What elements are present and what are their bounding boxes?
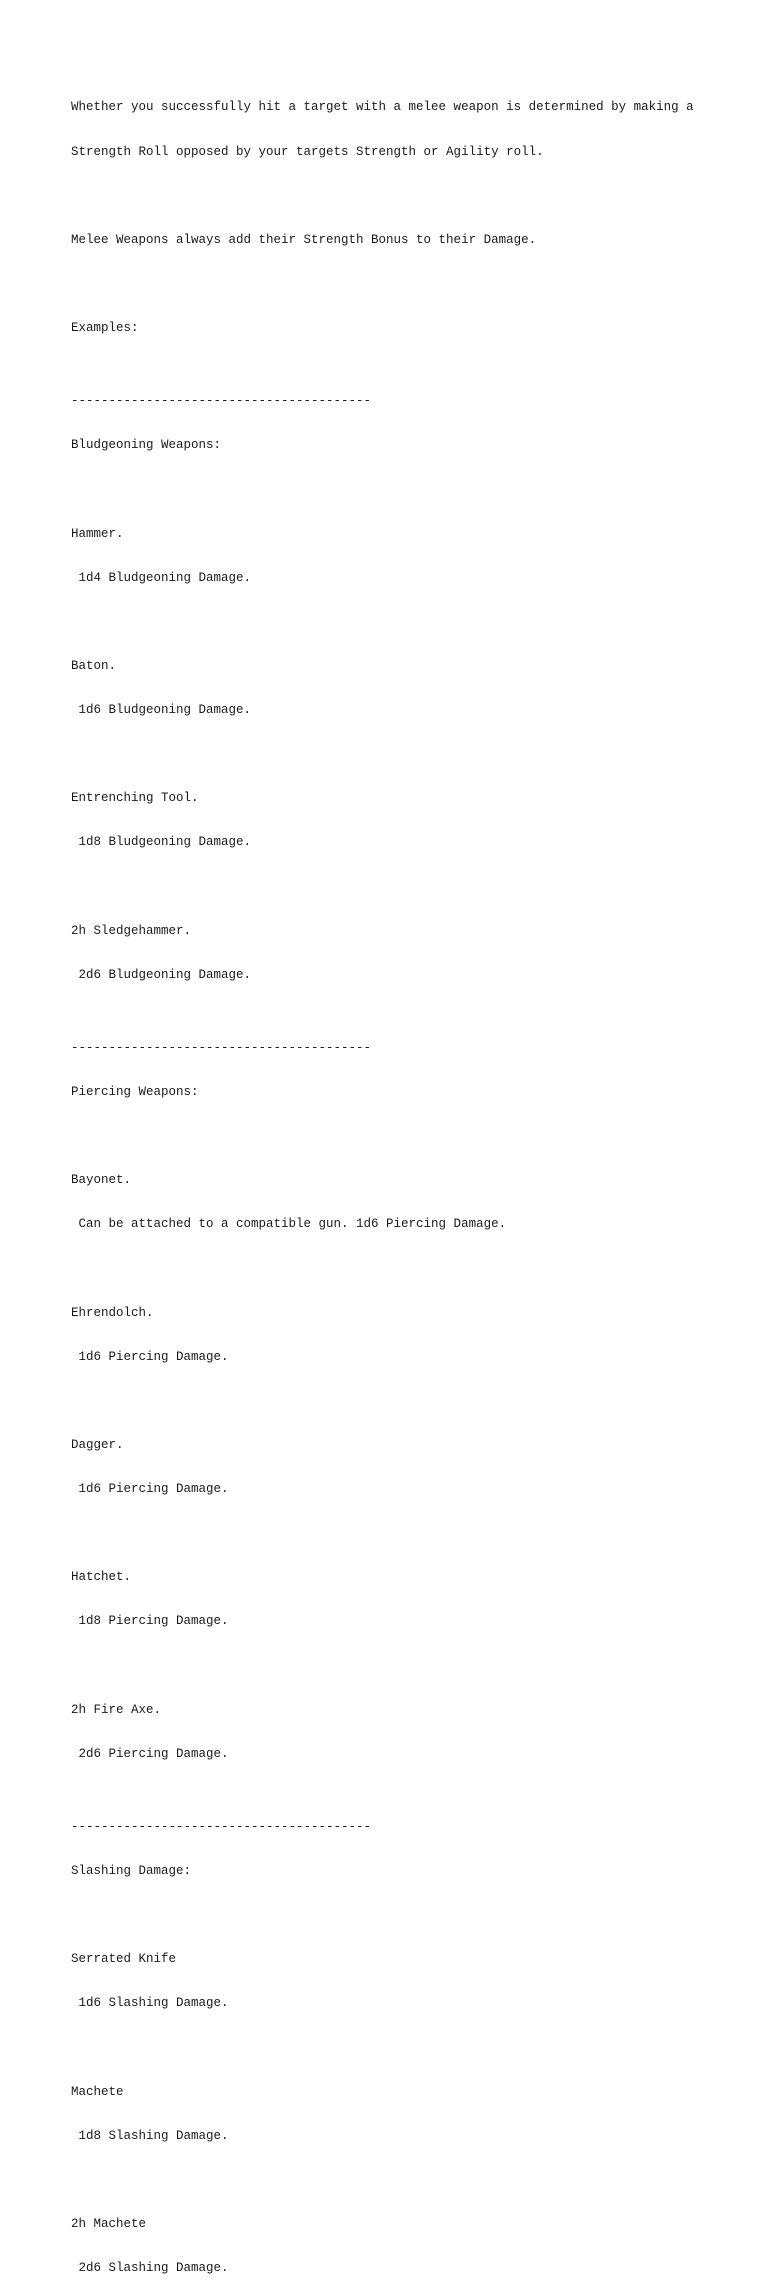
weapon-desc: Can be attached to a compatible gun. 1d6 Piercing Damage. [71,1217,507,1232]
document-page [71,71,751,2290]
spacer [71,1908,751,1923]
weapon-name: Bayonet. [71,1173,132,1188]
section-divider: ---------------------------------------- [71,1041,372,1056]
spacer [71,2173,751,2188]
intro-line-1: Whether you successfully hit a target with a melee weapon is determined by making a [71,100,694,115]
spacer [71,483,751,498]
weapon-name: 2h Fire Axe. [71,1702,162,1717]
spacer [71,1658,751,1673]
weapon-desc: 1d6 Bludgeoning Damage. [71,703,252,718]
spacer [71,615,751,630]
section-heading-bludgeoning: Bludgeoning Weapons: [71,438,222,453]
weapon-desc: 1d6 Slashing Damage. [71,1996,229,2011]
weapon-name: Entrenching Tool. [71,791,199,806]
weapon-desc: 1d8 Slashing Damage. [71,2128,229,2143]
weapon-desc: 1d8 Piercing Damage. [71,1614,229,1629]
spacer [71,879,751,894]
weapon-name: 2h Sledgehammer. [71,923,192,938]
weapon-desc: 1d4 Bludgeoning Damage. [71,570,252,585]
spacer [71,1526,751,1541]
melee-note: Melee Weapons always add their Strength Bonus to their Damage. [71,232,537,247]
spacer [71,189,751,204]
weapon-name: Hammer. [71,526,124,541]
section-divider: ---------------------------------------- [71,1820,372,1835]
spacer [71,1129,751,1144]
weapon-desc: 1d6 Piercing Damage. [71,1482,229,1497]
weapon-name: Machete [71,2084,124,2099]
weapon-name: Serrated Knife [71,1952,177,1967]
examples-label: Examples: [71,320,139,335]
section-heading-slashing: Slashing Damage: [71,1864,192,1879]
weapon-name: Dagger. [71,1437,124,1452]
spacer [71,1262,751,1277]
weapon-desc: 1d8 Bludgeoning Damage. [71,835,252,850]
spacer [71,747,751,762]
weapon-name: Hatchet. [71,1570,132,1585]
weapon-name: 2h Machete [71,2216,147,2231]
weapon-desc: 2d6 Slashing Damage. [71,2261,229,2276]
weapon-name: Ehrendolch. [71,1305,154,1320]
section-heading-piercing: Piercing Weapons: [71,1085,199,1100]
spacer [71,1394,751,1409]
intro-line-2: Strength Roll opposed by your targets Strength or Agility roll. [71,144,544,159]
spacer [71,277,751,292]
weapon-desc: 2d6 Bludgeoning Damage. [71,967,252,982]
weapon-desc: 2d6 Piercing Damage. [71,1746,229,1761]
weapon-desc: 1d6 Piercing Damage. [71,1349,229,1364]
weapon-name: Baton. [71,658,117,673]
section-divider: ---------------------------------------- [71,394,372,409]
spacer [71,2041,751,2056]
